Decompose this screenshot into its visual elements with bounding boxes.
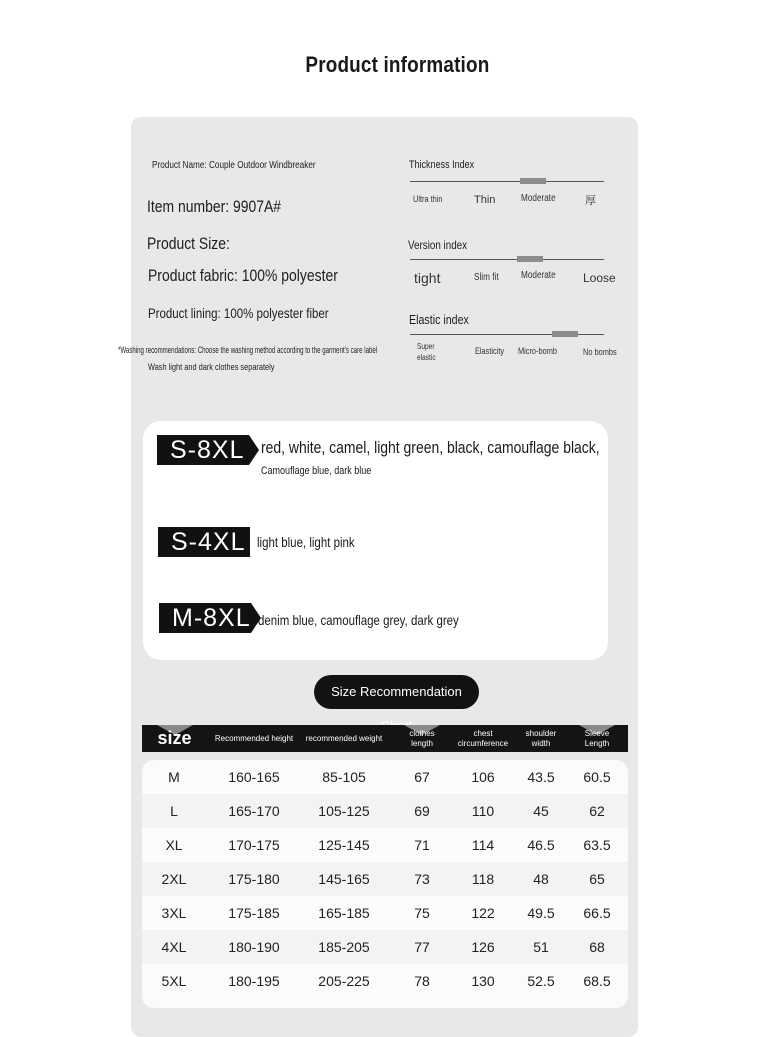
- header-clothes-length: clothes length: [409, 728, 435, 748]
- cell-sleeve: 68: [589, 939, 605, 955]
- cell-clothes-length: 73: [414, 871, 430, 887]
- cell-size: L: [170, 803, 178, 819]
- header-sleeve-length: Sleeve Length: [584, 728, 610, 748]
- cell-size: M: [168, 769, 180, 785]
- version-index-title: Version index: [408, 238, 468, 252]
- color-list: denim blue, camouflage grey, dark grey: [258, 612, 459, 628]
- header-chest-circumference: chest circumference: [457, 728, 509, 748]
- cell-shoulder: 48: [533, 871, 549, 887]
- cell-size: XL: [165, 837, 183, 853]
- elastic-label-super-elastic: Super elastic: [417, 342, 436, 362]
- elastic-label-elasticity: Elasticity: [475, 346, 505, 356]
- size-range-badge: S-4XL: [158, 527, 250, 557]
- cell-clothes-length: 69: [414, 803, 430, 819]
- size-range-badge: M-8XL: [159, 603, 251, 633]
- version-indicator: [517, 256, 543, 262]
- cell-height: 175-185: [228, 905, 280, 921]
- version-label-loose: Loose: [583, 271, 616, 285]
- cell-clothes-length: 71: [414, 837, 430, 853]
- cell-chest: 110: [471, 803, 495, 819]
- size-table-body: [142, 760, 628, 1008]
- cell-weight: 85-105: [322, 769, 366, 785]
- cell-weight: 165-185: [318, 905, 370, 921]
- thickness-label-moderate: Moderate: [521, 193, 556, 204]
- version-label-moderate: Moderate: [521, 270, 556, 281]
- cell-clothes-length: 75: [414, 905, 430, 921]
- product-size: Product Size:: [147, 234, 230, 253]
- cell-shoulder: 49.5: [527, 905, 555, 921]
- version-label-tight: tight: [414, 270, 441, 286]
- color-list: red, white, camel, light green, black, camouflage black,: [261, 438, 600, 457]
- cell-sleeve: 62: [589, 803, 605, 819]
- elastic-index-title: Elastic index: [409, 312, 469, 327]
- table-row: [142, 862, 628, 896]
- thickness-scale: [410, 181, 604, 182]
- table-row: [142, 896, 628, 930]
- cell-weight: 205-225: [318, 973, 370, 989]
- cell-sleeve: 63.5: [583, 837, 611, 853]
- item-number: Item number: 9907A#: [147, 197, 282, 216]
- header-shoulder-width: shoulder width: [525, 728, 557, 748]
- header-recommended-weight: recommended weight: [305, 733, 383, 743]
- cell-weight: 105-125: [318, 803, 370, 819]
- color-list: light blue, light pink: [257, 534, 355, 550]
- elastic-label-no-bombs: No bombs: [583, 347, 617, 357]
- cell-sleeve: 66.5: [583, 905, 611, 921]
- cell-height: 170-175: [228, 837, 280, 853]
- cell-weight: 145-165: [318, 871, 370, 887]
- wash-note: Wash light and dark clothes separately: [148, 362, 275, 372]
- cell-chest: 130: [471, 973, 495, 989]
- product-name: Product Name: Couple Outdoor Windbreaker: [152, 160, 316, 171]
- cell-size: 5XL: [161, 973, 187, 989]
- elastic-label-micro-bomb: Micro-bomb: [518, 346, 557, 356]
- cell-sleeve: 65: [589, 871, 605, 887]
- cell-shoulder: 46.5: [527, 837, 555, 853]
- cell-weight: 185-205: [318, 939, 370, 955]
- cell-clothes-length: 77: [414, 939, 430, 955]
- table-row: [142, 794, 628, 828]
- cell-sleeve: 68.5: [583, 973, 611, 989]
- cell-clothes-length: 78: [414, 973, 430, 989]
- product-lining: Product lining: 100% polyester fiber: [148, 305, 329, 321]
- size-range-badge: S-8XL: [157, 435, 249, 465]
- cell-chest: 122: [471, 905, 495, 921]
- cell-height: 180-190: [228, 939, 280, 955]
- cell-shoulder: 45: [533, 803, 549, 819]
- cell-sleeve: 60.5: [583, 769, 611, 785]
- cell-height: 160-165: [228, 769, 280, 785]
- cell-weight: 125-145: [318, 837, 370, 853]
- elastic-indicator: [552, 331, 578, 337]
- thickness-label-thick: 厚: [585, 195, 596, 207]
- color-list-continued: Camouflage blue, dark blue: [261, 465, 372, 477]
- cell-height: 180-195: [228, 973, 280, 989]
- page-title: Product information: [305, 52, 490, 77]
- cell-size: 2XL: [161, 871, 187, 887]
- table-row: [142, 760, 628, 794]
- cell-shoulder: 43.5: [527, 769, 555, 785]
- thickness-label-ultra-thin: Ultra thin: [413, 194, 443, 204]
- cell-size: 3XL: [161, 905, 187, 921]
- cell-clothes-length: 67: [414, 769, 430, 785]
- cell-chest: 114: [471, 837, 495, 853]
- table-row: [142, 930, 628, 964]
- size-chart-button[interactable]: Size Recommendation: [314, 675, 479, 709]
- thickness-index-title: Thickness Index: [409, 159, 475, 171]
- cell-chest: 118: [471, 871, 495, 887]
- product-fabric: Product fabric: 100% polyester: [148, 266, 338, 285]
- thickness-indicator: [520, 178, 546, 184]
- cell-size: 4XL: [161, 939, 187, 955]
- size-table-header: [142, 725, 628, 752]
- cell-chest: 106: [471, 769, 495, 785]
- cell-height: 175-180: [228, 871, 280, 887]
- cell-shoulder: 52.5: [527, 973, 555, 989]
- cell-shoulder: 51: [533, 939, 549, 955]
- washing-recommendation: *Washing recommendations: Choose the washing method according to the garment's care label: [118, 345, 378, 355]
- header-recommended-height: Recommended height: [214, 733, 294, 743]
- header-size: size: [157, 728, 192, 748]
- thickness-label-thin: Thin: [474, 194, 496, 206]
- cell-chest: 126: [471, 939, 495, 955]
- table-row: [142, 964, 628, 998]
- version-label-slim-fit: Slim fit: [474, 272, 499, 283]
- table-row: [142, 828, 628, 862]
- version-scale: [410, 259, 604, 260]
- cell-height: 165-170: [228, 803, 280, 819]
